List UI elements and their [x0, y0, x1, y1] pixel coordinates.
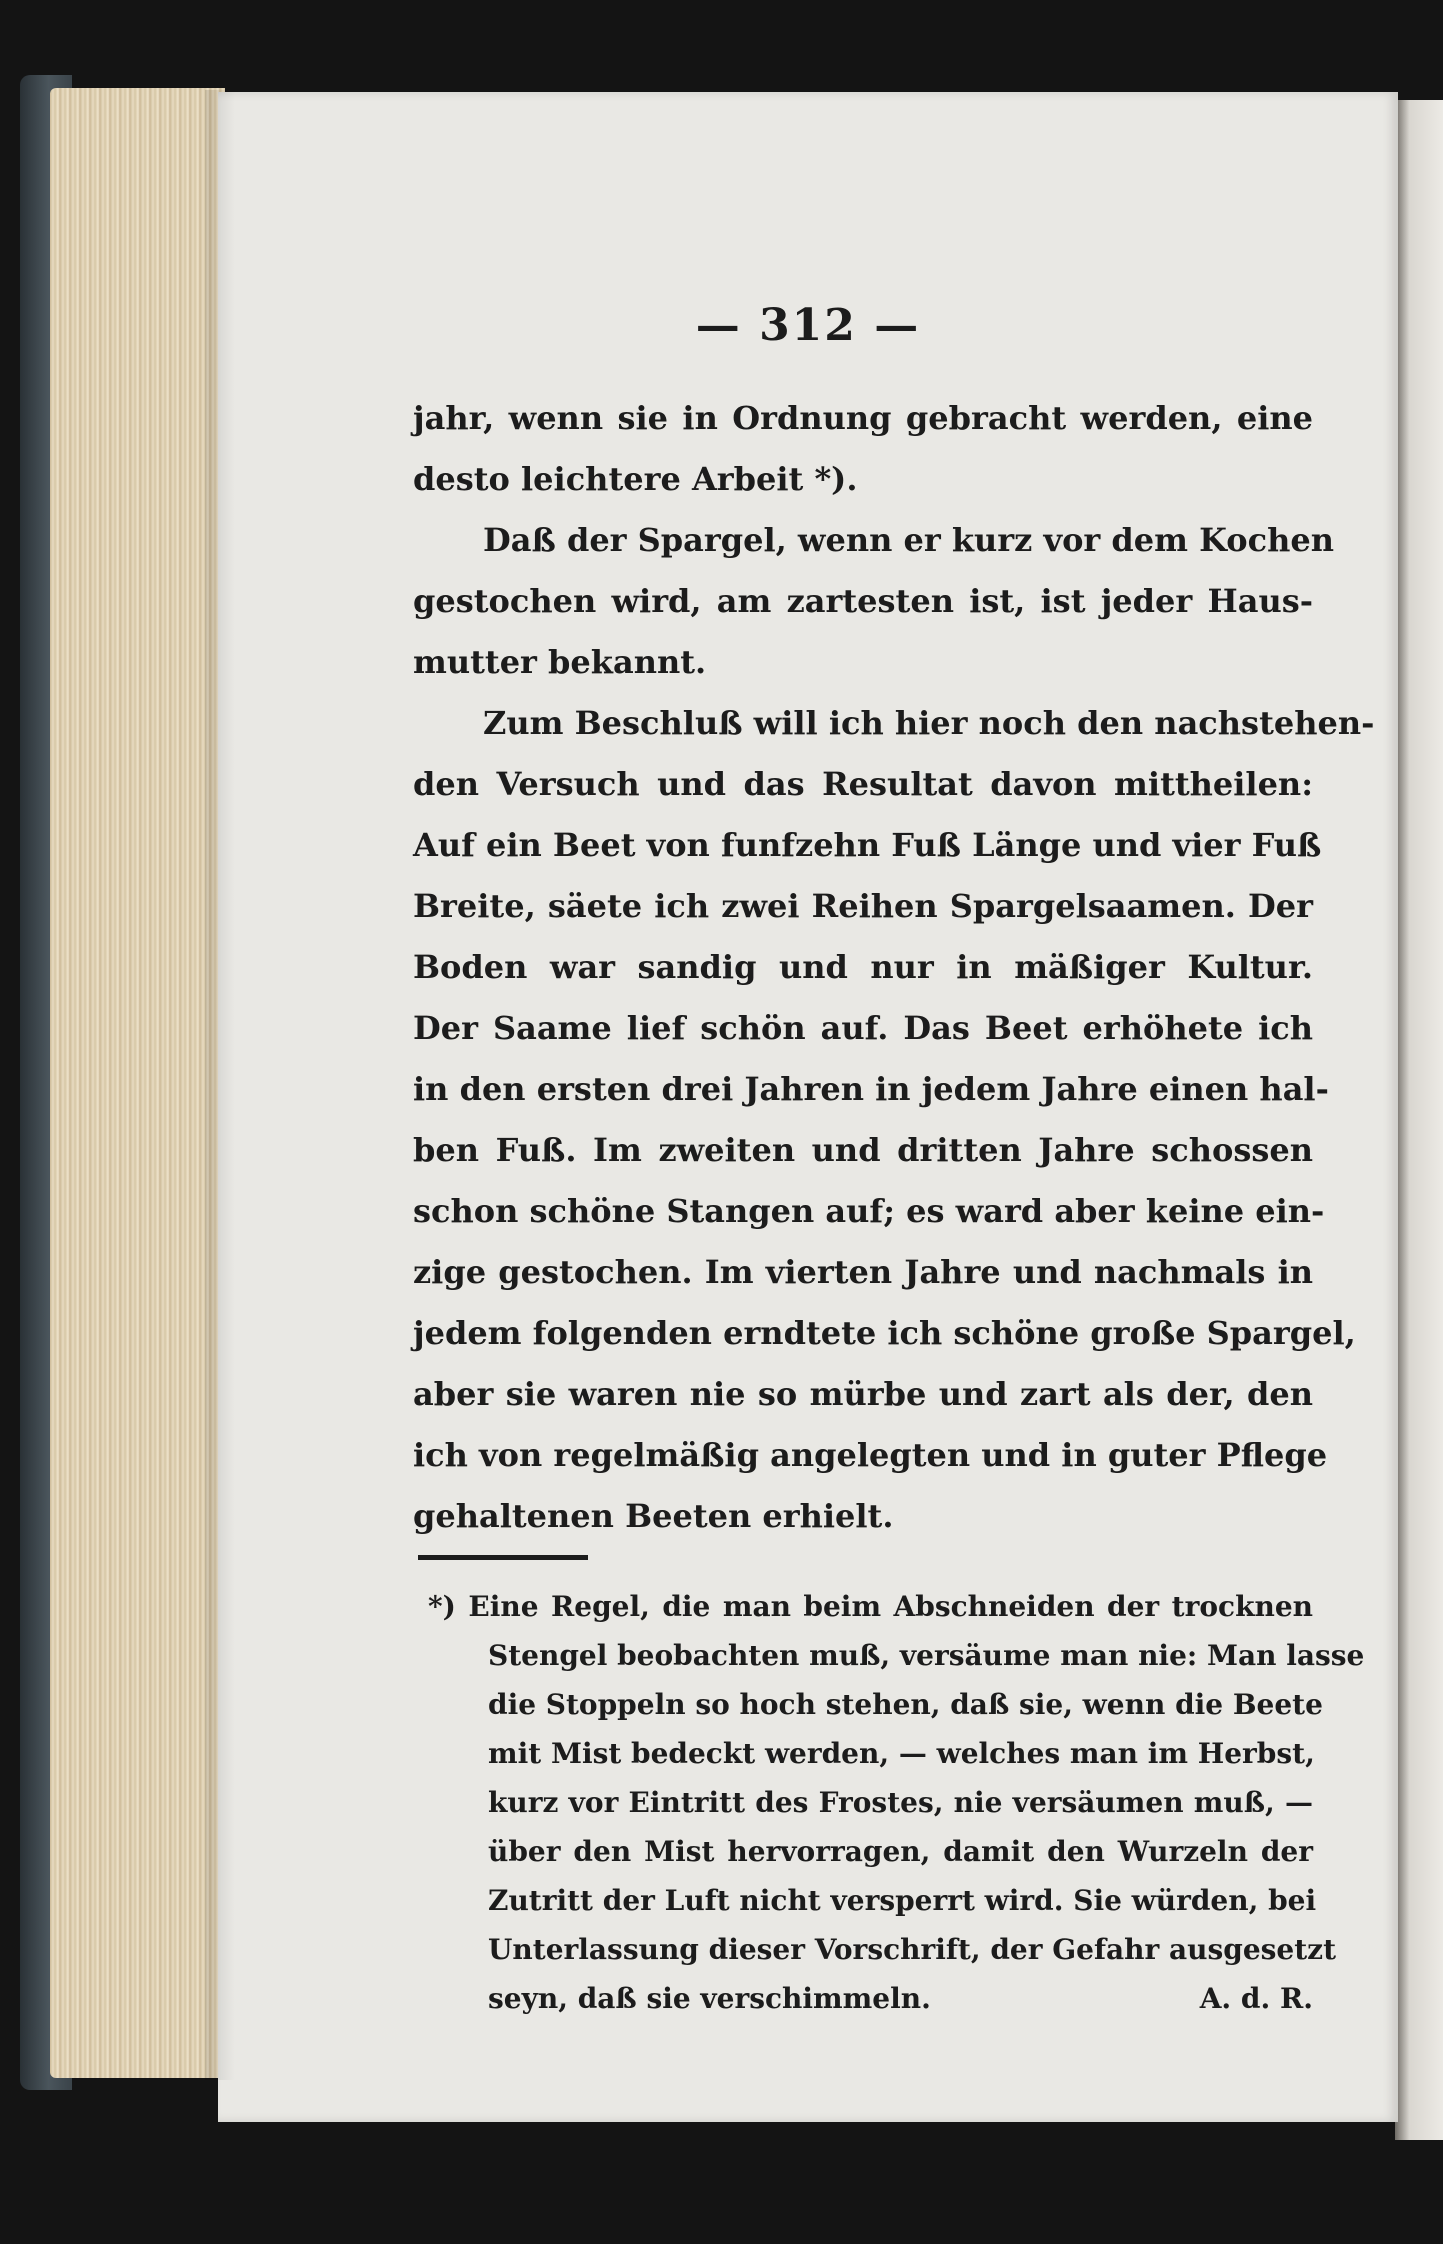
text-line: gehaltenen Beeten erhielt.	[413, 1497, 894, 1535]
text-line: Boden war sandig und nur in mäßiger Kultur.	[413, 948, 1313, 986]
text-line: Auf ein Beet von funfzehn Fuß Länge und vier Fuß	[413, 826, 1322, 864]
text-line: Der Saame lief schön auf. Das Beet erhöhete ich	[413, 1009, 1313, 1047]
footnote	[428, 1582, 1365, 2023]
footnote-line: seyn, daß sie verschimmeln.	[488, 1982, 931, 2015]
main-text	[413, 388, 1375, 1547]
text-line: desto leichtere Arbeit *).	[413, 460, 858, 498]
footnote-line: mit Mist bedeckt werden, — welches man im Herbst,	[488, 1737, 1315, 1770]
page-number: — 312 —	[695, 300, 921, 351]
book-page	[218, 92, 1398, 2122]
text-line: ich von regelmäßig angelegten und in guter Pflege	[413, 1436, 1328, 1474]
footnote-last-line	[428, 1974, 1313, 2023]
text-line: in den ersten drei Jahren in jedem Jahre einen hal-	[413, 1070, 1329, 1108]
footnote-line: *) Eine Regel, die man beim Abschneiden der trocknen	[428, 1590, 1313, 1623]
footnote-line: die Stoppeln so hoch stehen, daß sie, wenn die Beete	[488, 1688, 1323, 1721]
text-line: Zum Beschluß will ich hier noch den nachstehen-	[483, 704, 1375, 742]
text-line: jahr, wenn sie in Ordnung gebracht werden, eine	[413, 399, 1313, 437]
footnote-divider	[418, 1555, 588, 1560]
footnote-line: Stengel beobachten muß, versäume man nie: Man lasse	[488, 1639, 1365, 1672]
paragraph	[413, 693, 1375, 1547]
footnote-line: Unterlassung dieser Vorschrift, der Gefahr ausgesetzt	[488, 1933, 1337, 1966]
footnote-line: kurz vor Eintritt des Frostes, nie versäumen muß, —	[488, 1786, 1313, 1819]
paragraph-continuation	[413, 388, 1313, 510]
footnote-line: über den Mist hervorragen, damit den Wurzeln der	[488, 1835, 1313, 1868]
text-line: mutter bekannt.	[413, 643, 707, 681]
text-line: Breite, säete ich zwei Reihen Spargelsaamen. Der	[413, 887, 1313, 925]
footnote-signature: A. d. R.	[1199, 1982, 1313, 2015]
text-line: ben Fuß. Im zweiten und dritten Jahre schossen	[413, 1131, 1313, 1169]
paragraph	[413, 510, 1334, 693]
footnote-line: Zutritt der Luft nicht versperrt wird. Sie würden, bei	[488, 1884, 1317, 1917]
text-line: gestochen wird, am zartesten ist, ist jeder Haus-	[413, 582, 1313, 620]
text-line: jedem folgenden erndtete ich schöne große Spargel,	[413, 1314, 1356, 1352]
text-line: Daß der Spargel, wenn er kurz vor dem Kochen	[483, 521, 1334, 559]
page-stack-edges	[50, 88, 225, 2078]
text-line: aber sie waren nie so mürbe und zart als der, den	[413, 1375, 1313, 1413]
text-line: zige gestochen. Im vierten Jahre und nachmals in	[413, 1253, 1313, 1291]
facing-page-edge	[1395, 100, 1443, 2140]
text-line: schon schöne Stangen auf; es ward aber keine ein-	[413, 1192, 1325, 1230]
text-line: den Versuch und das Resultat davon mittheilen:	[413, 765, 1313, 803]
gutter-shadow	[205, 90, 235, 2080]
